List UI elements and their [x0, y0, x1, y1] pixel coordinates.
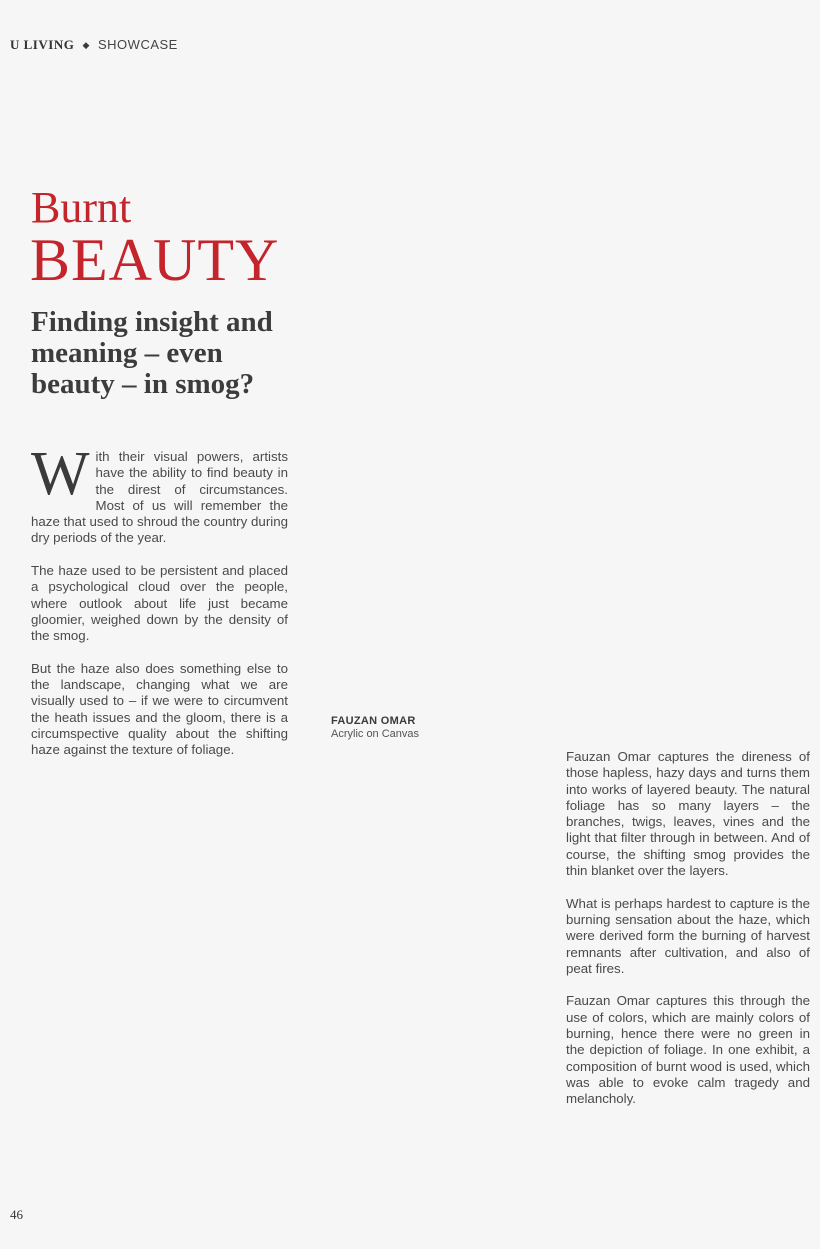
paragraph-1-text: ith their visual powers, artists have the ability to find beauty in the direst of circumstances. Most of us will remember the haze that used to shroud the country during dry periods of the year.: [31, 449, 288, 546]
right-text-column: [566, 749, 810, 1124]
diamond-separator-icon: ◆: [82, 40, 90, 50]
drop-cap: W: [31, 440, 90, 508]
article-subtitle: Finding insight and meaning – even beauty – in smog?: [31, 306, 273, 400]
category-label: SHOWCASE: [98, 37, 178, 52]
left-text-column: [31, 440, 288, 775]
title-line-1: Burnt: [31, 183, 132, 232]
paragraph-3: But the haze also does something else to the landscape, changing what we are visually used to – if we were to circumvent the heath issues and the gloom, there is a circumspective quality about the shifting haze against the texture of foliage.: [31, 660, 288, 758]
page-number: 46: [10, 1207, 23, 1222]
running-header: [10, 37, 178, 53]
paragraph-2: The haze used to be persistent and placed a psychological cloud over the people, where outlook about life just became gloomier, weighed down by the density of the smog.: [31, 563, 288, 644]
title-line-2: BEAUTY: [30, 227, 280, 293]
caption-artist: FAUZAN OMAR: [331, 715, 416, 727]
artwork-caption: [331, 715, 419, 741]
caption-medium: Acrylic on Canvas: [331, 728, 420, 740]
section-label: U LIVING: [10, 37, 75, 52]
paragraph-1: [31, 440, 288, 547]
paragraph-4: Fauzan Omar captures the direness of those hapless, hazy days and turns them into works of layered beauty. The natural foliage has so many layers – the branches, twigs, leaves, vines and the light that filter through in between. And of course, the shifting smog provides the thin blanket over the layers.: [566, 749, 810, 879]
paragraph-5: What is perhaps hardest to capture is the burning sensation about the haze, which were derived form the burning of harvest remnants after cultivation, and also of peat fires.: [566, 895, 810, 976]
paragraph-6: Fauzan Omar captures this through the use of colors, which are mainly colors of burning, hence there were no green in the depiction of foliage. In one exhibit, a composition of burnt wood is used, which was able to evoke calm tragedy and melancholy.: [566, 993, 810, 1107]
